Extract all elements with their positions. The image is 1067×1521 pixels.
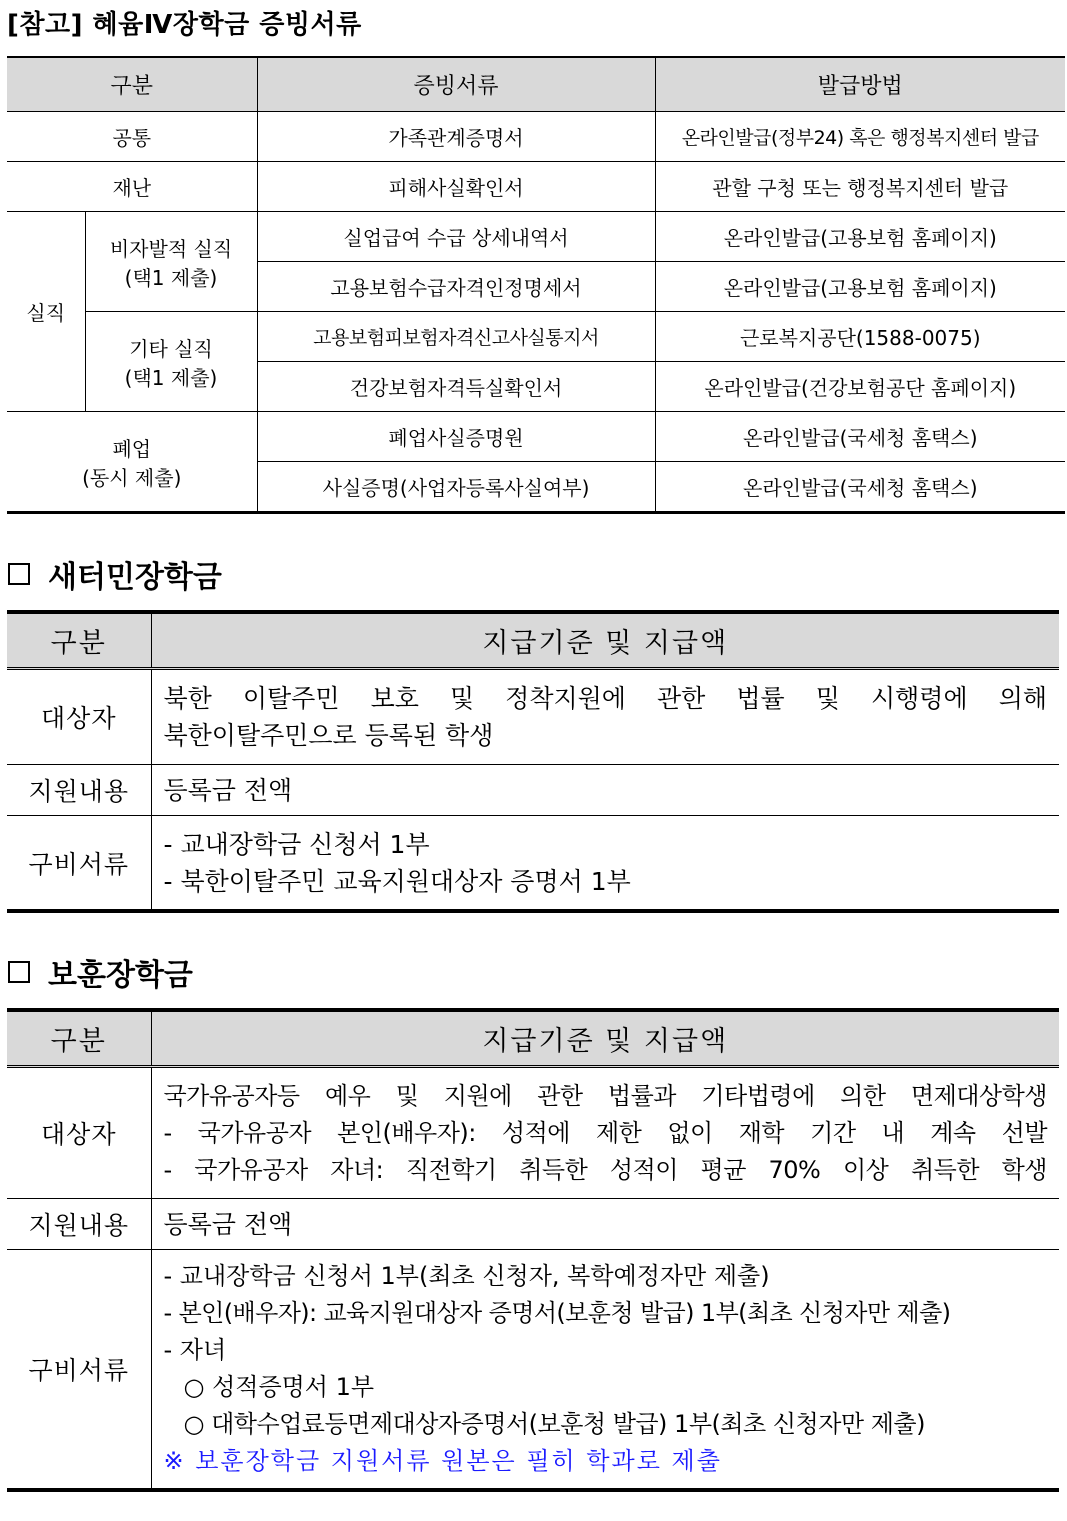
table-row [7, 112, 1065, 162]
row-label-common: 공통 [7, 112, 257, 162]
sub-label-involuntary [85, 212, 257, 312]
text-line: ○ 대학수업료등면제대상자증명서(보훈청 발급) 1부(최초 신청자만 제출) [183, 1410, 925, 1438]
cell-doc: 건강보험자격득실확인서 [257, 362, 655, 412]
sub-label-line: 비자발적 실직 [109, 236, 233, 261]
row-label-target: 대상자 [7, 1067, 151, 1199]
row-label-support: 지원내용 [7, 1199, 151, 1250]
section-title: 보훈장학금 [48, 958, 193, 993]
cell-doc: 실업급여 수급 상세내역서 [257, 212, 655, 262]
bohun-table [7, 1008, 1059, 1492]
docs-cell [151, 1250, 1059, 1491]
checkbox-square-icon [8, 961, 30, 983]
sub-label-line: 폐업 [112, 436, 152, 461]
section-title: 새터민장학금 [48, 560, 222, 595]
table-header-row [7, 612, 1059, 669]
cell-method: 온라인발급(정부24) 혹은 행정복지센터 발급 [655, 112, 1065, 162]
sub-label-other [85, 312, 257, 412]
text-line: - 교내장학금 신청서 1부 [163, 829, 430, 859]
text-line: - 국가유공자 본인(배우자): 성적에 제한 없이 재학 기간 내 계속 선발 [163, 1118, 1047, 1147]
row-label-support: 지원내용 [7, 765, 151, 816]
cell-method: 온라인발급(국세청 홈택스) [655, 462, 1065, 513]
text-line: - 자녀 [163, 1336, 227, 1364]
row-label-docs: 구비서류 [7, 1250, 151, 1491]
header-criteria: 지급기준 및 지급액 [151, 1010, 1059, 1067]
cell-doc: 피해사실확인서 [257, 162, 655, 212]
sub-label-line: 기타 실직 [129, 336, 213, 361]
table-row [7, 1067, 1059, 1199]
row-label-disaster: 재난 [7, 162, 257, 212]
note-text: ※ 보훈장학금 지원서류 원본은 필히 학과로 제출 [163, 1447, 722, 1475]
text-line: - 북한이탈주민 교육지원대상자 증명서 1부 [163, 866, 631, 896]
evidence-documents-table [7, 56, 1065, 514]
text-line: 북한 이탈주민 보호 및 정착지원에 관한 법률 및 시행령에 의해 [163, 684, 1047, 713]
sub-label-line: (택1 제출) [124, 265, 218, 290]
cell-doc: 고용보험피보험자격신고사실통지서 [257, 312, 655, 362]
reference-title: [참고] 혜윰Ⅳ장학금 증빙서류 [7, 10, 362, 40]
section-heading-bohun [8, 950, 193, 994]
table-row [7, 816, 1059, 912]
text-line: 북한이탈주민으로 등록된 학생 [163, 721, 494, 750]
text-line: ○ 성적증명서 1부 [183, 1373, 375, 1401]
text-line: - 교내장학금 신청서 1부(최초 신청자, 복학예정자만 제출) [163, 1262, 770, 1290]
target-cell [151, 669, 1059, 765]
docs-cell [151, 816, 1059, 912]
cell-doc: 폐업사실증명원 [257, 412, 655, 462]
table-header-row [7, 1010, 1059, 1067]
section-heading-saeteomin [8, 552, 222, 596]
saeteomin-table [7, 610, 1059, 913]
table-row [7, 212, 1065, 262]
cell-method: 관할 구청 또는 행정복지센터 발급 [655, 162, 1065, 212]
row-label-closure [7, 412, 257, 513]
target-cell [151, 1067, 1059, 1199]
header-criteria: 지급기준 및 지급액 [151, 612, 1059, 669]
row-label-job-loss: 실직 [7, 212, 85, 412]
cell-method: 온라인발급(고용보험 홈페이지) [655, 262, 1065, 312]
text-line: 국가유공자등 예우 및 지원에 관한 법률과 기타법령에 의한 면제대상학생 [163, 1081, 1047, 1110]
table-header-row [7, 57, 1065, 112]
checkbox-square-icon [8, 563, 30, 585]
header-issue-method: 발급방법 [655, 57, 1065, 112]
table-row [7, 1250, 1059, 1491]
header-category: 구분 [7, 57, 257, 112]
row-label-docs: 구비서류 [7, 816, 151, 912]
text-line: - 국가유공자 자녀: 직전학기 취득한 성적이 평균 70% 이상 취득한 학생 [163, 1155, 1047, 1184]
cell-method: 온라인발급(국세청 홈택스) [655, 412, 1065, 462]
table-row [7, 1199, 1059, 1250]
cell-doc: 가족관계증명서 [257, 112, 655, 162]
cell-doc: 고용보험수급자격인정명세서 [257, 262, 655, 312]
support-cell: 등록금 전액 [151, 1199, 1059, 1250]
row-label-target: 대상자 [7, 669, 151, 765]
table-row [7, 669, 1059, 765]
cell-doc: 사실증명(사업자등록사실여부) [257, 462, 655, 513]
header-category: 구분 [7, 1010, 151, 1067]
table-row [7, 162, 1065, 212]
table-row [7, 765, 1059, 816]
header-documents: 증빙서류 [257, 57, 655, 112]
cell-method: 온라인발급(건강보험공단 홈페이지) [655, 362, 1065, 412]
header-category: 구분 [7, 612, 151, 669]
table-row [7, 412, 1065, 462]
sub-label-line: (택1 제출) [124, 365, 218, 390]
table-row [7, 312, 1065, 362]
sub-label-line: (동시 제출) [82, 465, 182, 490]
cell-method: 온라인발급(고용보험 홈페이지) [655, 212, 1065, 262]
support-cell: 등록금 전액 [151, 765, 1059, 816]
text-line: - 본인(배우자): 교육지원대상자 증명서(보훈청 발급) 1부(최초 신청자만 제출) [163, 1299, 951, 1327]
cell-method: 근로복지공단(1588-0075) [655, 312, 1065, 362]
